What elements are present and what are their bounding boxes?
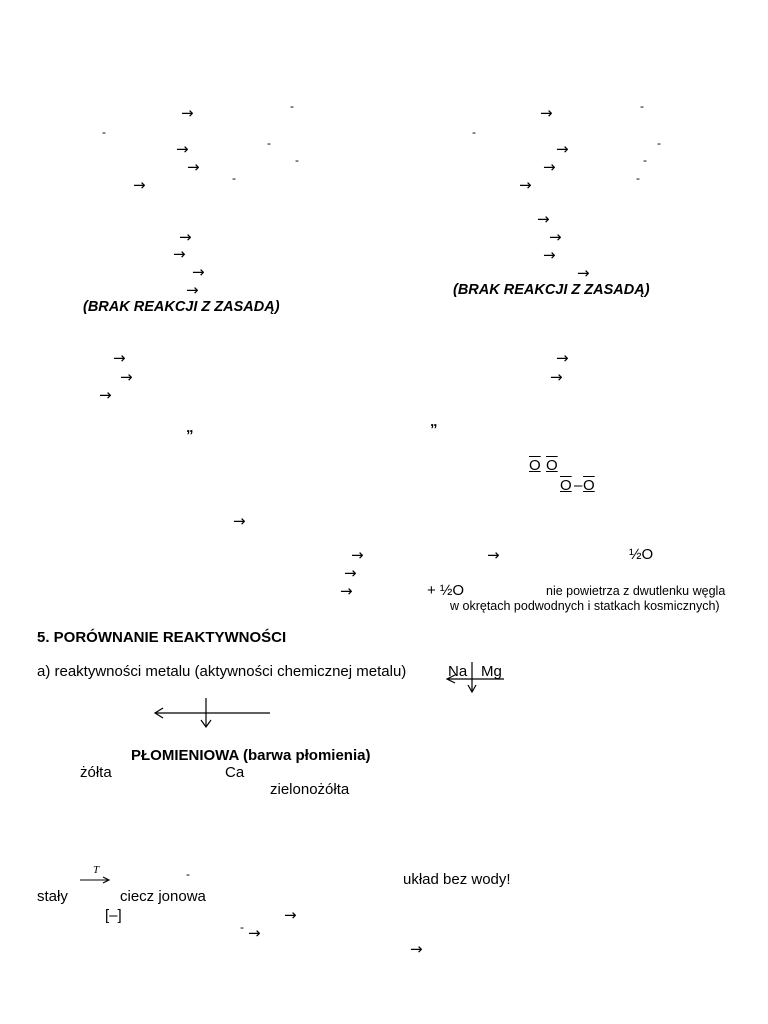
temp-symbol: T xyxy=(93,864,100,876)
arrow-r1: → xyxy=(540,104,553,122)
charge-t1: - xyxy=(186,867,190,881)
arrow-r5: → xyxy=(519,176,532,194)
flame-color-greenyellow: zielonożółta xyxy=(270,781,350,798)
charge-l4: - xyxy=(295,153,299,167)
bracket-symbol: [–] xyxy=(105,907,122,924)
oxygen-1: O xyxy=(529,457,541,474)
charge-r2: - xyxy=(472,125,476,139)
no-reaction-right: (BRAK REAKCJI Z ZASADĄ) xyxy=(453,282,650,298)
quote-mark-right: „ xyxy=(430,413,438,430)
ionic-liquid-label: ciecz jonowa xyxy=(120,888,206,905)
arrow-l1: → xyxy=(181,104,194,122)
arrow-o1: → xyxy=(351,546,364,564)
charge-r5: - xyxy=(636,171,640,185)
flame-color-yellow: żółta xyxy=(80,764,112,781)
arrow-m6: → xyxy=(233,512,246,530)
arrow-m2: → xyxy=(120,368,133,386)
reactivity-line: a) reaktywności metalu (aktywności chemicznej metalu) xyxy=(37,663,407,680)
no-reaction-left: (BRAK REAKCJI Z ZASADĄ) xyxy=(83,299,280,315)
section-title: 5. PORÓWNANIE REAKTYWNOŚCI xyxy=(37,629,287,646)
arrow-l8: → xyxy=(192,263,205,281)
arrow-m4: → xyxy=(556,349,569,367)
metal-mg: Mg xyxy=(481,663,502,680)
arrow-o2: → xyxy=(487,546,500,564)
metal-na: Na xyxy=(448,663,468,680)
arrow-r9: → xyxy=(577,264,590,282)
arrow-t2: → xyxy=(248,924,261,942)
arrow-t1: → xyxy=(284,906,297,924)
half-oxygen-1: ½O xyxy=(629,546,654,563)
arrow-m1: → xyxy=(113,349,126,367)
arrow-m5: → xyxy=(550,368,563,386)
oxygen-bond: – xyxy=(574,477,583,494)
arrow-r6: → xyxy=(537,210,550,228)
charge-l2: - xyxy=(102,125,106,139)
arrow-m3: → xyxy=(99,386,112,404)
charge-t2: - xyxy=(240,920,244,934)
arrow-t3: → xyxy=(410,940,423,958)
arrow-o4: → xyxy=(340,582,353,600)
oxygen-3: O xyxy=(560,477,572,494)
arrow-l3: → xyxy=(176,140,189,158)
arrow-r8: → xyxy=(543,246,556,264)
arrow-o3: → xyxy=(344,564,357,582)
charge-l1: - xyxy=(290,99,294,113)
oxygen-note-1: nie powietrza z dwutlenku węgla xyxy=(546,584,726,598)
no-water-note: układ bez wody! xyxy=(403,871,511,888)
quote-mark-left: „ xyxy=(186,419,194,436)
charge-r1: - xyxy=(640,99,644,113)
flame-heading: PŁOMIENIOWA (barwa płomienia) xyxy=(131,747,371,764)
charge-l5: - xyxy=(232,171,236,185)
oxygen-2: O xyxy=(546,457,558,474)
arrow-l9: → xyxy=(186,281,199,299)
flame-ca: Ca xyxy=(225,764,245,781)
charge-l3: - xyxy=(267,136,271,150)
oxygen-4: O xyxy=(583,477,595,494)
arrow-r3: → xyxy=(556,140,569,158)
arrow-r7: → xyxy=(549,228,562,246)
charge-r3: - xyxy=(657,136,661,150)
oxygen-note-2: w okrętach podwodnych i statkach kosmicznych) xyxy=(450,599,720,613)
solid-label: stały xyxy=(37,888,68,905)
arrow-l7: → xyxy=(173,245,186,263)
arrow-l6: → xyxy=(179,228,192,246)
arrow-l4: → xyxy=(187,158,200,176)
half-oxygen-2: + ½O xyxy=(427,582,465,599)
arrow-l5: → xyxy=(133,176,146,194)
arrow-r4: → xyxy=(543,158,556,176)
charge-r4: - xyxy=(643,153,647,167)
